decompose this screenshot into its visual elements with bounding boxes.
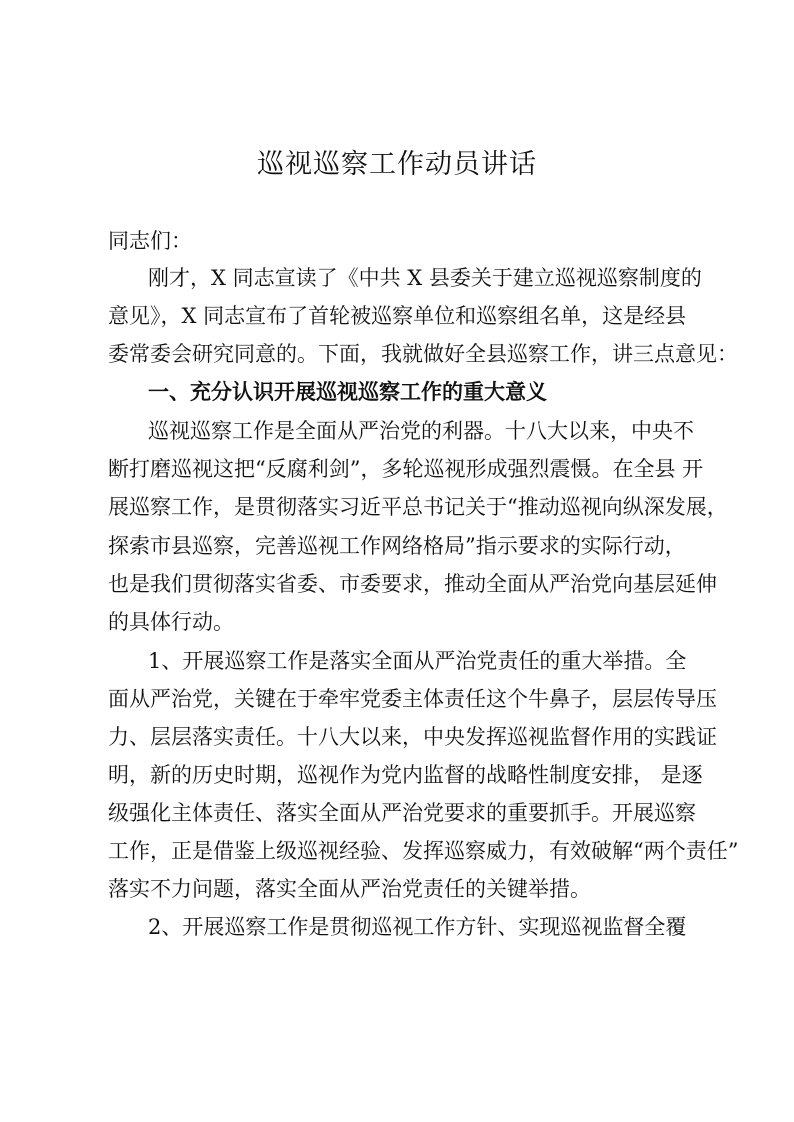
text-line: 力、层层落实责任。十八大以来，中央发挥巡视监督作用的实践证 [108,725,717,749]
text-line: 落实不力问题，落实全面从严治党责任的关键举措。 [108,877,591,901]
document-title: 巡视巡察工作动员讲话 [257,149,537,180]
text-line: 的具体行动。 [108,610,234,634]
text-line: 也是我们贯彻落实省委、市委要求，推动全面从严治党向基层延伸 [108,572,717,596]
text-line: 工作，正是借鉴上级巡视经验、发挥巡察威力，有效破解“两个责任” [108,839,739,863]
text-line: 探索市县巡察，完善巡视工作网络格局”指示要求的实际行动， [108,534,686,558]
text-line: 展巡察工作，是贯彻落实习近平总书记关于“推动巡视向纵深发展， [108,495,728,519]
text-line: 级强化主体责任、落实全面从严治党要求的重要抓手。开展巡察 [108,801,696,825]
text-line: 巡视巡察工作是全面从严治党的利器。十八大以来，中央不 [148,419,694,443]
section-heading: 一、充分认识开展巡视巡察工作的重大意义 [148,380,547,404]
text-line: 断打磨巡视这把“反腐利剑”，多轮巡视形成强烈震慑。在全县 开 [108,457,704,481]
text-line: 1、开展巡察工作是落实全面从严治党责任的重大举措。全 [148,649,687,673]
text-line: 委常委会研究同意的。下面，我就做好全县巡察工作，讲三点意见： [108,342,738,366]
salutation: 同志们： [108,229,192,253]
text-line: 明，新的历史时期，巡视作为党内监督的战略性制度安排， 是逐 [108,763,703,787]
text-line: 意见》，X 同志宣布了首轮被巡察单位和巡察组名单，这是经县 [108,304,687,328]
text-line: 面从严治党，关键在于牵牢党委主体责任这个牛鼻子，层层传导压 [108,687,717,711]
text-line: 2、开展巡察工作是贯彻巡视工作方针、实现巡视监督全覆 [148,915,687,939]
text-line: 刚才，X 同志宣读了《中共 X 县委关于建立巡视巡察制度的 [148,266,702,290]
